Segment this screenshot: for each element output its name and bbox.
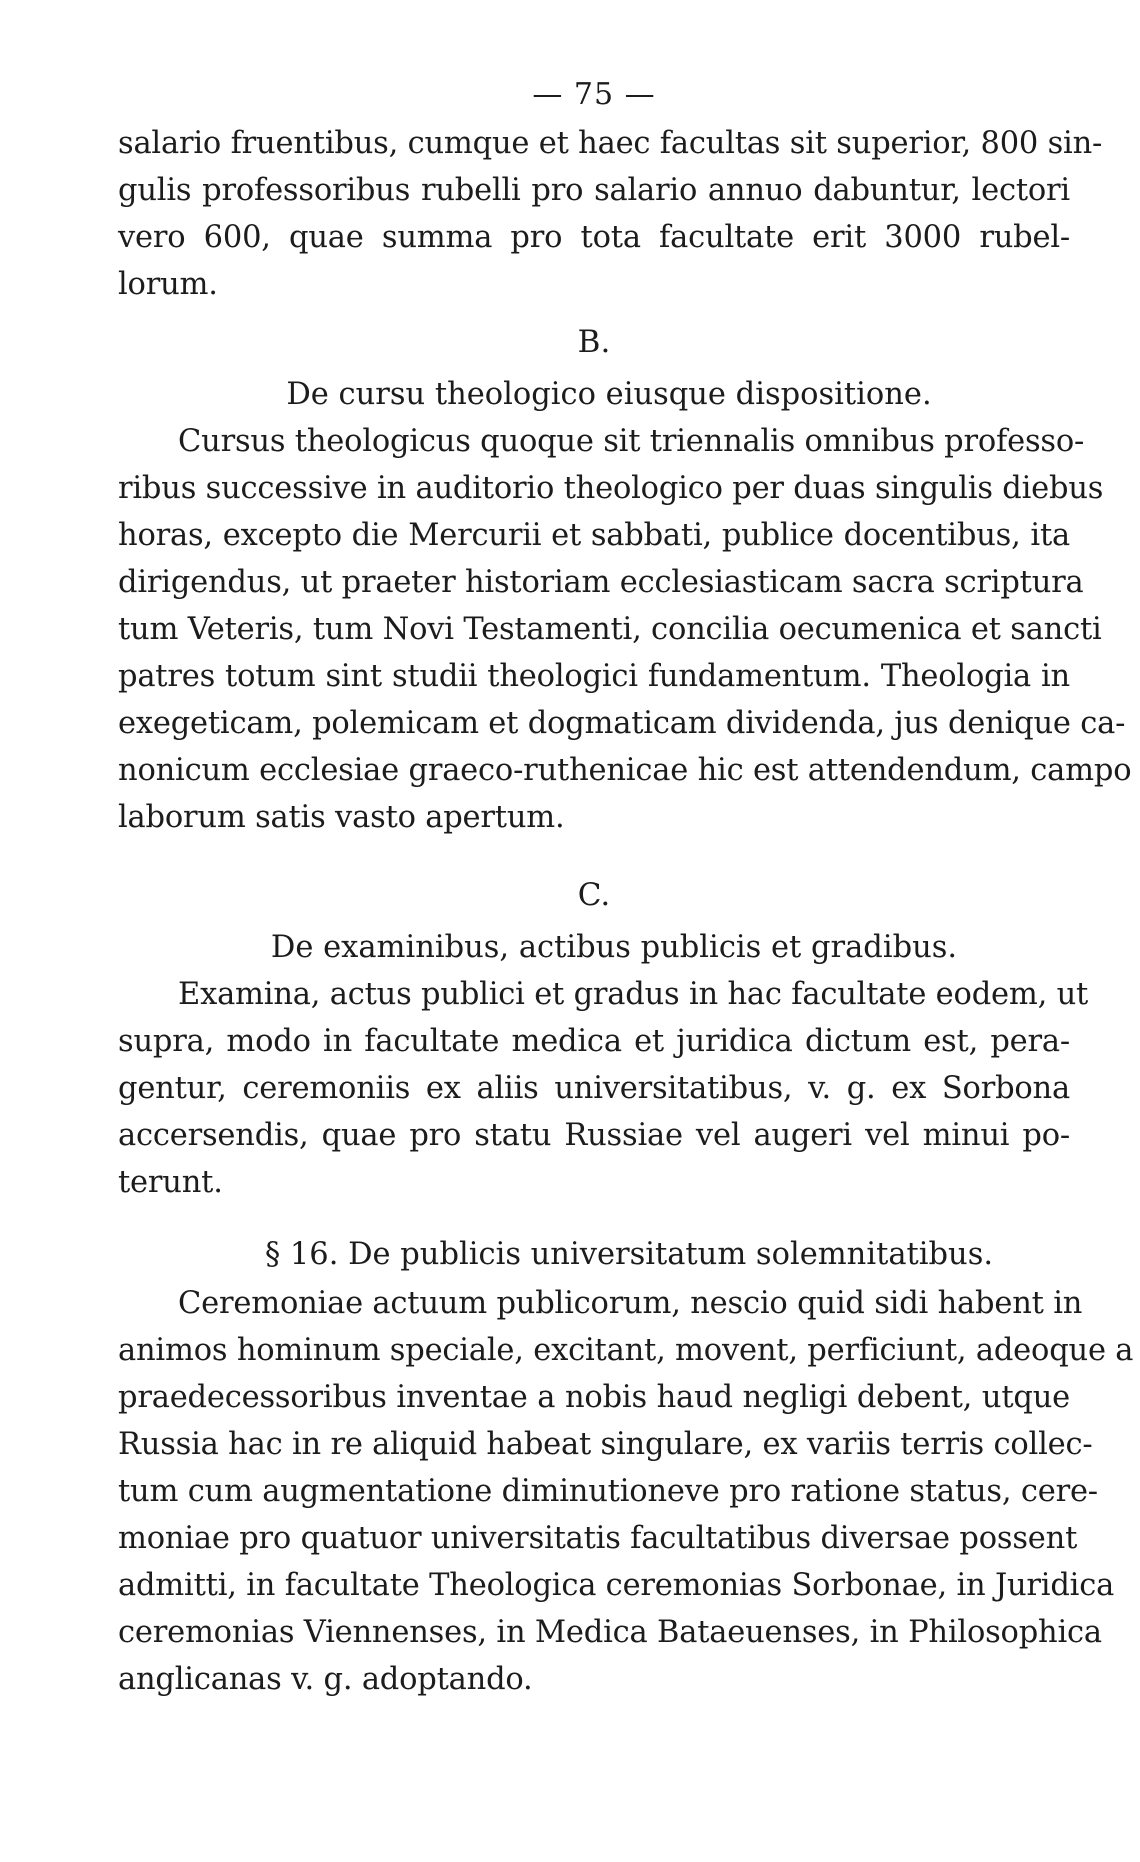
text-line: gentur, ceremoniis ex aliis universitatibus, v. g. ex Sorbona (118, 1071, 1070, 1106)
section-b-letter: B. (577, 324, 611, 360)
text-line: nonicum ecclesiae graeco-ruthenicae hic est attendendum, campo (118, 753, 1132, 788)
text-line: ribus successive in auditorio theologico per duas singulis diebus (118, 471, 1104, 506)
text-line: tum cum augmentatione diminutioneve pro ratione status, cere- (118, 1474, 1098, 1509)
text-line: tum Veteris, tum Novi Testamenti, concilia oecumenica et sancti (118, 612, 1102, 647)
page-number: — 75 — (532, 77, 656, 112)
text-line: supra, modo in facultate medica et juridica dictum est, pera- (118, 1024, 1070, 1059)
text-line: salario fruentibus, cumque et haec facultas sit superior, 800 sin- (118, 126, 1103, 161)
document-page (118, 70, 1134, 1703)
intro-paragraph (118, 120, 1103, 308)
text-line: ceremonias Viennenses, in Medica Bataeuenses, in Philosophica (118, 1615, 1102, 1650)
text-line: lorum. (118, 267, 218, 302)
section-c-paragraph (118, 971, 1089, 1206)
text-line: exegeticam, polemicam et dogmaticam dividenda, jus denique ca- (118, 706, 1126, 741)
text-line: gulis professoribus rubelli pro salario annuo dabuntur, lectori (118, 173, 1070, 208)
text-line: Ceremoniae actuum publicorum, nescio quid sidi habent in (178, 1286, 1083, 1321)
text-line: accersendis, quae pro statu Russiae vel augeri vel minui po- (118, 1118, 1070, 1153)
section-16-paragraph (118, 1280, 1134, 1703)
section-16-heading: § 16. De publicis universitatum solemnitatibus. (264, 1237, 994, 1272)
section-c-letter: C. (577, 877, 611, 913)
text-line: terunt. (118, 1165, 223, 1200)
text-line: vero 600, quae summa pro tota facultate erit 3000 rubel- (118, 220, 1070, 255)
text-line: patres totum sint studii theologici fundamentum. Theologia in (118, 659, 1070, 694)
text-line: Examina, actus publici et gradus in hac facultate eodem, ut (178, 977, 1089, 1012)
text-line: animos hominum speciale, excitant, movent, perficiunt, adeoque a (118, 1333, 1134, 1368)
text-line: horas, excepto die Mercurii et sabbati, publice docentibus, ita (118, 518, 1070, 553)
text-line: Cursus theologicus quoque sit triennalis omnibus professo- (178, 424, 1085, 459)
text-line: praedecessoribus inventae a nobis haud negligi debent, utque (118, 1380, 1070, 1415)
text-line: moniae pro quatuor universitatis facultatibus diversae possent (118, 1521, 1078, 1556)
section-b-heading: De cursu theologico eiusque dispositione. (286, 377, 932, 412)
text-line: Russia hac in re aliquid habeat singulare, ex variis terris collec- (118, 1427, 1093, 1462)
text-line: anglicanas v. g. adoptando. (118, 1662, 533, 1697)
text-line: admitti, in facultate Theologica ceremonias Sorbonae, in Juridica (118, 1568, 1115, 1603)
section-b-paragraph (118, 418, 1132, 841)
text-line: dirigendus, ut praeter historiam ecclesiasticam sacra scriptura (118, 565, 1084, 600)
text-line: laborum satis vasto apertum. (118, 800, 565, 835)
section-c-heading: De examinibus, actibus publicis et gradibus. (270, 930, 958, 965)
